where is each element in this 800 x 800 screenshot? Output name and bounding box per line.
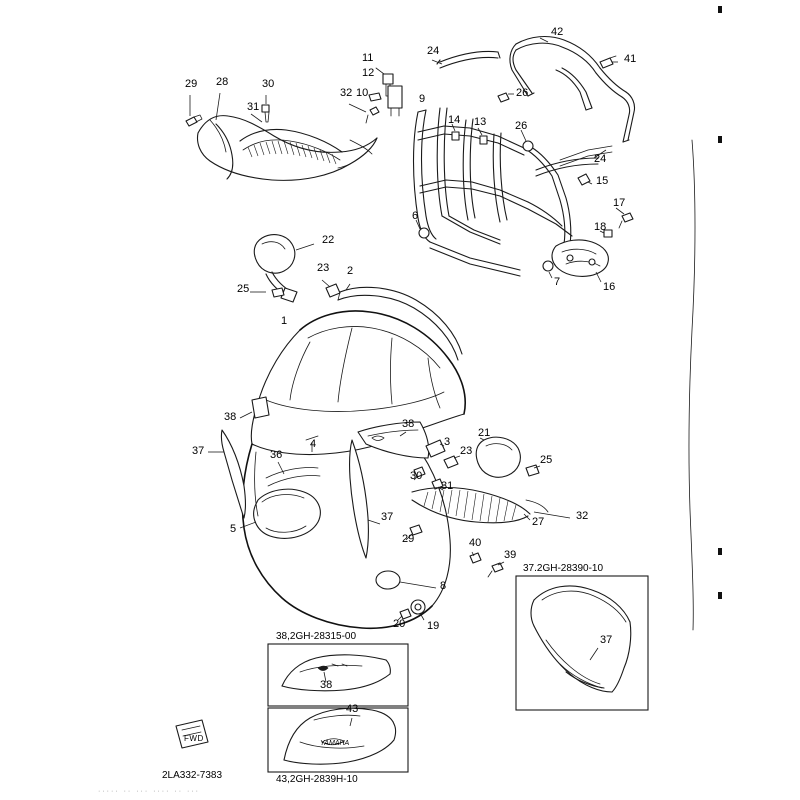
callout-24-lower: 24: [594, 153, 607, 165]
callout-31: 31: [247, 101, 260, 113]
callout-32-top: 32: [340, 87, 353, 99]
sheet-number: 2LA332-7383: [162, 770, 223, 781]
callout-23-upper: 23: [317, 262, 330, 274]
inset-37-label: 37: [600, 634, 613, 646]
inset-43-brand-mark: YAMAHA: [320, 740, 350, 747]
callout-3: 3: [444, 436, 451, 448]
callout-1: 1: [281, 315, 288, 327]
edge-mark-lower: [718, 592, 722, 599]
callout-24-top: 24: [427, 45, 440, 57]
callout-15: 15: [596, 175, 609, 187]
callout-38-right: 38: [402, 418, 415, 430]
callout-30: 30: [262, 78, 275, 90]
callout-42: 42: [551, 26, 564, 38]
callout-5: 5: [230, 523, 237, 535]
callout-12: 12: [362, 67, 375, 79]
inset-37-caption: 37.2GH-28390-10: [523, 563, 604, 574]
callout-29: 29: [185, 78, 198, 90]
callout-22: 22: [322, 234, 335, 246]
callout-29-right: 29: [402, 533, 415, 545]
callout-4: 4: [310, 438, 317, 450]
callout-23-lower: 23: [460, 445, 473, 457]
callout-26-lower: 26: [515, 120, 528, 132]
inset-43-label: 43: [346, 703, 359, 715]
callout-13: 13: [474, 116, 487, 128]
callout-16: 16: [603, 281, 616, 293]
callout-40: 40: [469, 537, 482, 549]
callout-6: 6: [412, 210, 419, 222]
inset-box-37: [516, 576, 648, 710]
inset-box-38: [268, 644, 408, 706]
inset-38-caption: 38,2GH-28315-00: [276, 631, 357, 642]
callout-10: 10: [356, 87, 369, 99]
callout-26-upper: 26: [516, 87, 529, 99]
callout-20: 20: [393, 618, 406, 630]
callout-11: 11: [362, 52, 374, 64]
group-mirror-left: [250, 235, 314, 302]
edge-mark-top: [718, 6, 722, 13]
callout-30-right: 30: [410, 470, 423, 482]
edge-mark-mid: [718, 548, 722, 555]
edge-mark-upper: [718, 136, 722, 143]
callout-2: 2: [347, 265, 354, 277]
callout-39: 39: [504, 549, 517, 561]
callout-36: 36: [270, 449, 283, 461]
callout-25-right: 25: [540, 454, 553, 466]
callout-38-left: 38: [224, 411, 237, 423]
callout-37-right: 37: [381, 511, 394, 523]
fwd-label: FWD: [184, 734, 204, 743]
callout-7: 7: [554, 276, 561, 288]
callout-9: 9: [419, 93, 426, 105]
callout-37-left: 37: [192, 445, 205, 457]
group-air-duct-left: [186, 93, 379, 180]
callout-18: 18: [594, 221, 607, 233]
callout-19: 19: [427, 620, 440, 632]
bottom-smudge-text: ····· ·· ··· ···· ·· ···: [98, 788, 201, 795]
callout-32-right: 32: [576, 510, 589, 522]
callout-27: 27: [532, 516, 545, 528]
callout-21: 21: [478, 427, 491, 439]
callout-41: 41: [624, 53, 637, 65]
callout-14: 14: [448, 114, 461, 126]
page-edge-marks: [689, 140, 695, 630]
callout-8: 8: [440, 580, 447, 592]
inset-38-label: 38: [320, 679, 333, 691]
callout-31-right: 31: [441, 480, 454, 492]
callout-25-left: 25: [237, 283, 250, 295]
inset-43-caption: 43,2GH-2839H-10: [276, 774, 358, 785]
callout-17: 17: [613, 197, 626, 209]
callout-28: 28: [216, 76, 229, 88]
